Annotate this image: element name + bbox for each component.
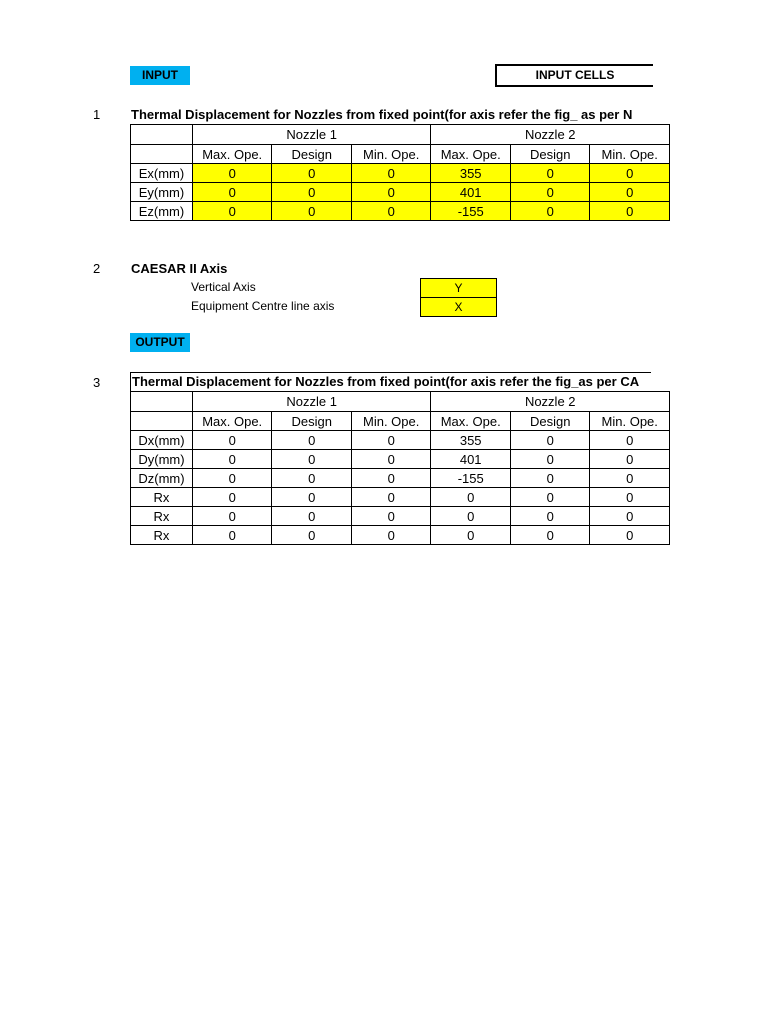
col-header: Min. Ope.: [351, 145, 431, 164]
input-cell[interactable]: 0: [272, 183, 352, 202]
input-cell[interactable]: 0: [192, 183, 272, 202]
centre-line-axis-label: Equipment Centre line axis: [191, 299, 335, 313]
output-cell: 0: [590, 431, 670, 450]
col-header: Max. Ope.: [431, 412, 511, 431]
table-row: [131, 488, 670, 507]
output-cell: 0: [590, 450, 670, 469]
output-displacement-table: [130, 391, 670, 545]
output-cell: 401: [431, 450, 511, 469]
output-cell: 0: [510, 431, 590, 450]
input-cell[interactable]: 0: [351, 202, 431, 221]
row-label: Ex(mm): [131, 164, 193, 183]
output-cell: 0: [590, 469, 670, 488]
input-cell[interactable]: 0: [590, 183, 670, 202]
output-cell: 0: [272, 431, 352, 450]
col-header: Design: [510, 412, 590, 431]
output-cell: 0: [351, 507, 431, 526]
output-cell: 0: [431, 526, 511, 545]
table-row: [131, 469, 670, 488]
table-row: [131, 202, 670, 221]
output-cell: 355: [431, 431, 511, 450]
col-header: Min. Ope.: [590, 412, 670, 431]
row-label: Rx: [131, 526, 193, 545]
col-header: Max. Ope.: [192, 412, 272, 431]
header-blank: [131, 125, 193, 145]
input-cell[interactable]: 0: [590, 164, 670, 183]
input-cell[interactable]: 0: [510, 202, 590, 221]
row-label: Rx: [131, 488, 193, 507]
output-cell: 0: [272, 526, 352, 545]
output-cell: 0: [351, 469, 431, 488]
input-cell[interactable]: 0: [272, 164, 352, 183]
row-label: Ey(mm): [131, 183, 193, 202]
row-label: Dy(mm): [131, 450, 193, 469]
output-cell: 0: [431, 507, 511, 526]
input-cell[interactable]: 401: [431, 183, 511, 202]
output-cell: 0: [272, 488, 352, 507]
centre-line-axis-input[interactable]: X: [420, 297, 497, 317]
input-cell[interactable]: 0: [510, 183, 590, 202]
output-cell: 0: [351, 488, 431, 507]
output-cell: 0: [192, 488, 272, 507]
input-cell[interactable]: 0: [351, 164, 431, 183]
input-cell[interactable]: 355: [431, 164, 511, 183]
nozzle-1-header: Nozzle 1: [192, 125, 431, 145]
col-header: Design: [510, 145, 590, 164]
col-header: Max. Ope.: [192, 145, 272, 164]
header-blank: [131, 412, 193, 431]
output-cell: 0: [192, 469, 272, 488]
input-cell[interactable]: 0: [272, 202, 352, 221]
section-1-table-wrap: [130, 124, 658, 222]
col-header: Max. Ope.: [431, 145, 511, 164]
input-cell[interactable]: 0: [192, 202, 272, 221]
output-cell: 0: [590, 488, 670, 507]
input-displacement-table: [130, 124, 670, 221]
input-cells-legend: INPUT CELLS: [495, 64, 653, 87]
table-row: [131, 526, 670, 545]
section-3-title: Thermal Displacement for Nozzles from fixed point(for axis refer the fig_as per CA: [130, 372, 651, 392]
output-cell: 0: [431, 488, 511, 507]
output-cell: 0: [590, 526, 670, 545]
col-header: Design: [272, 412, 352, 431]
output-cell: 0: [510, 507, 590, 526]
output-cell: 0: [510, 450, 590, 469]
output-cell: 0: [192, 526, 272, 545]
col-header: Design: [272, 145, 352, 164]
row-label: Ez(mm): [131, 202, 193, 221]
section-2-title: CAESAR II Axis: [131, 261, 228, 276]
output-cell: 0: [510, 488, 590, 507]
output-cell: 0: [590, 507, 670, 526]
output-cell: 0: [192, 431, 272, 450]
row-label: Dx(mm): [131, 431, 193, 450]
section-3-number: 3: [93, 375, 101, 390]
header-blank: [131, 145, 193, 164]
col-header: Min. Ope.: [351, 412, 431, 431]
output-cell: 0: [351, 450, 431, 469]
output-tag: OUTPUT: [130, 333, 190, 352]
output-cell: 0: [510, 526, 590, 545]
section-2-number: 2: [93, 261, 101, 276]
row-label: Rx: [131, 507, 193, 526]
input-cell[interactable]: 0: [590, 202, 670, 221]
row-label: Dz(mm): [131, 469, 193, 488]
input-cell[interactable]: 0: [510, 164, 590, 183]
input-cell[interactable]: 0: [351, 183, 431, 202]
output-cell: 0: [510, 469, 590, 488]
output-cell: 0: [351, 526, 431, 545]
nozzle-1-header: Nozzle 1: [192, 392, 431, 412]
input-tag: INPUT: [130, 66, 190, 85]
nozzle-2-header: Nozzle 2: [431, 392, 670, 412]
col-header: Min. Ope.: [590, 145, 670, 164]
section-1-number: 1: [93, 107, 101, 122]
output-cell: 0: [192, 507, 272, 526]
section-3-table-wrap: [130, 391, 658, 548]
header-blank: [131, 392, 193, 412]
table-row: [131, 507, 670, 526]
output-cell: 0: [272, 450, 352, 469]
input-cell[interactable]: -155: [431, 202, 511, 221]
nozzle-2-header: Nozzle 2: [431, 125, 670, 145]
input-cell[interactable]: 0: [192, 164, 272, 183]
section-1-title: Thermal Displacement for Nozzles from fixed point(for axis refer the fig_ as per N: [131, 107, 633, 122]
table-row: [131, 450, 670, 469]
vertical-axis-label: Vertical Axis: [191, 280, 256, 294]
table-row: [131, 431, 670, 450]
table-row: [131, 183, 670, 202]
vertical-axis-input[interactable]: Y: [420, 278, 497, 298]
output-cell: 0: [351, 431, 431, 450]
output-cell: 0: [272, 507, 352, 526]
output-cell: 0: [192, 450, 272, 469]
table-row: [131, 164, 670, 183]
output-cell: -155: [431, 469, 511, 488]
output-cell: 0: [272, 469, 352, 488]
